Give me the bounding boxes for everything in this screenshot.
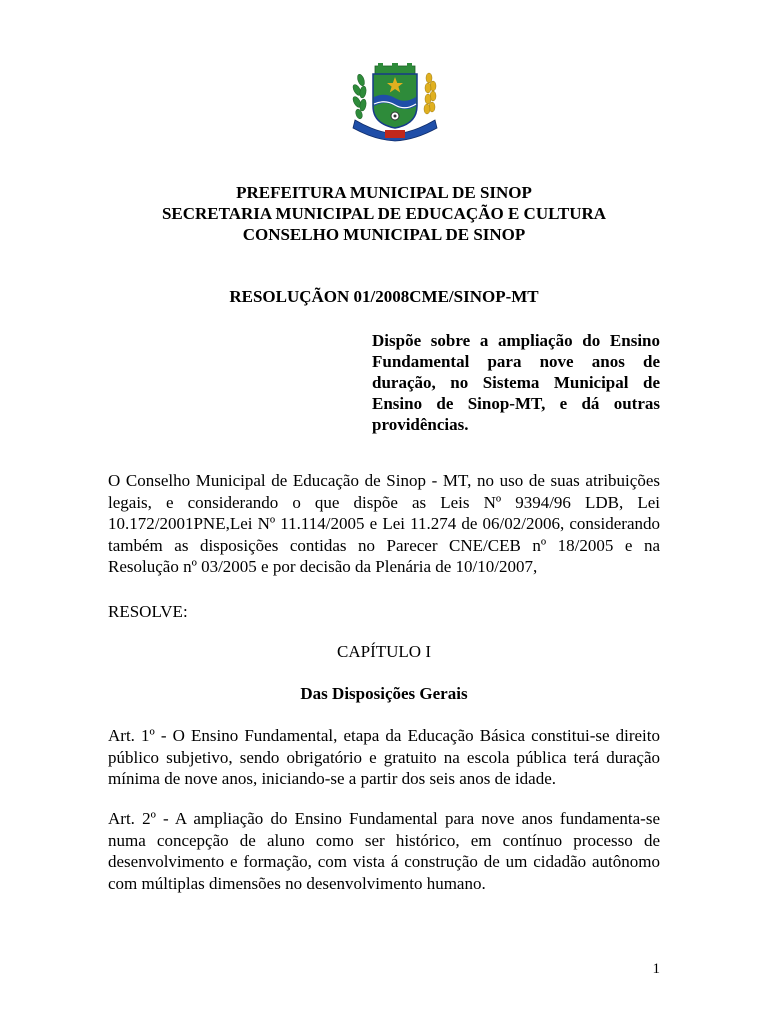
header-line-prefeitura: PREFEITURA MUNICIPAL DE SINOP <box>236 183 532 202</box>
ementa-summary: Dispõe sobre a ampliação do Ensino Fundamental para nove anos de duração, no Sistema Municipal de Ensino de Sinop-MT, e dá outras providências. <box>372 331 660 434</box>
header-line-conselho: CONSELHO MUNICIPAL DE SINOP <box>242 225 526 244</box>
document-header <box>0 182 768 245</box>
header-line-secretaria: SECRETARIA MUNICIPAL DE EDUCAÇÃO E CULTURA <box>161 204 607 223</box>
page-number: 1 <box>652 961 660 977</box>
article-2: Art. 2º - A ampliação do Ensino Fundamental para nove anos fundamenta-se numa concepção de aluno como ser histórico, em contínuo processo de desenvolvimento e formação, com vista á construção de um cidadão autônomo com múltiplas dimensões no desenvolvimento humano. <box>108 809 660 893</box>
article-1: Art. 1º - O Ensino Fundamental, etapa da Educação Básica constitui-se direito público subjetivo, sendo obrigatório e gratuito na escola pública terá duração mínima de nove anos, iniciando-se a partir dos seis anos de idade. <box>108 726 660 788</box>
preamble-paragraph: O Conselho Municipal de Educação de Sinop - MT, no uso de suas atribuições legais, e considerando o que dispõe as Leis Nº 9394/96 LDB, Lei 10.172/2001PNE,Lei Nº 11.114/2005 e Lei 11.274 de 06/02/2006, considerando também as disposições contidas no Parecer CNE/CEB nº 18/2005 e na Resolução nº 03/2005 e por decisão da Plenária de 10/10/2007, <box>108 471 660 576</box>
resolution-title: RESOLUÇÃON 01/2008CME/SINOP-MT <box>229 287 539 306</box>
chapter-heading: CAPÍTULO I <box>337 642 431 661</box>
resolve-heading: RESOLVE: <box>108 602 188 621</box>
chapter-title: Das Disposições Gerais <box>300 684 468 703</box>
municipal-crest-icon <box>345 62 445 142</box>
